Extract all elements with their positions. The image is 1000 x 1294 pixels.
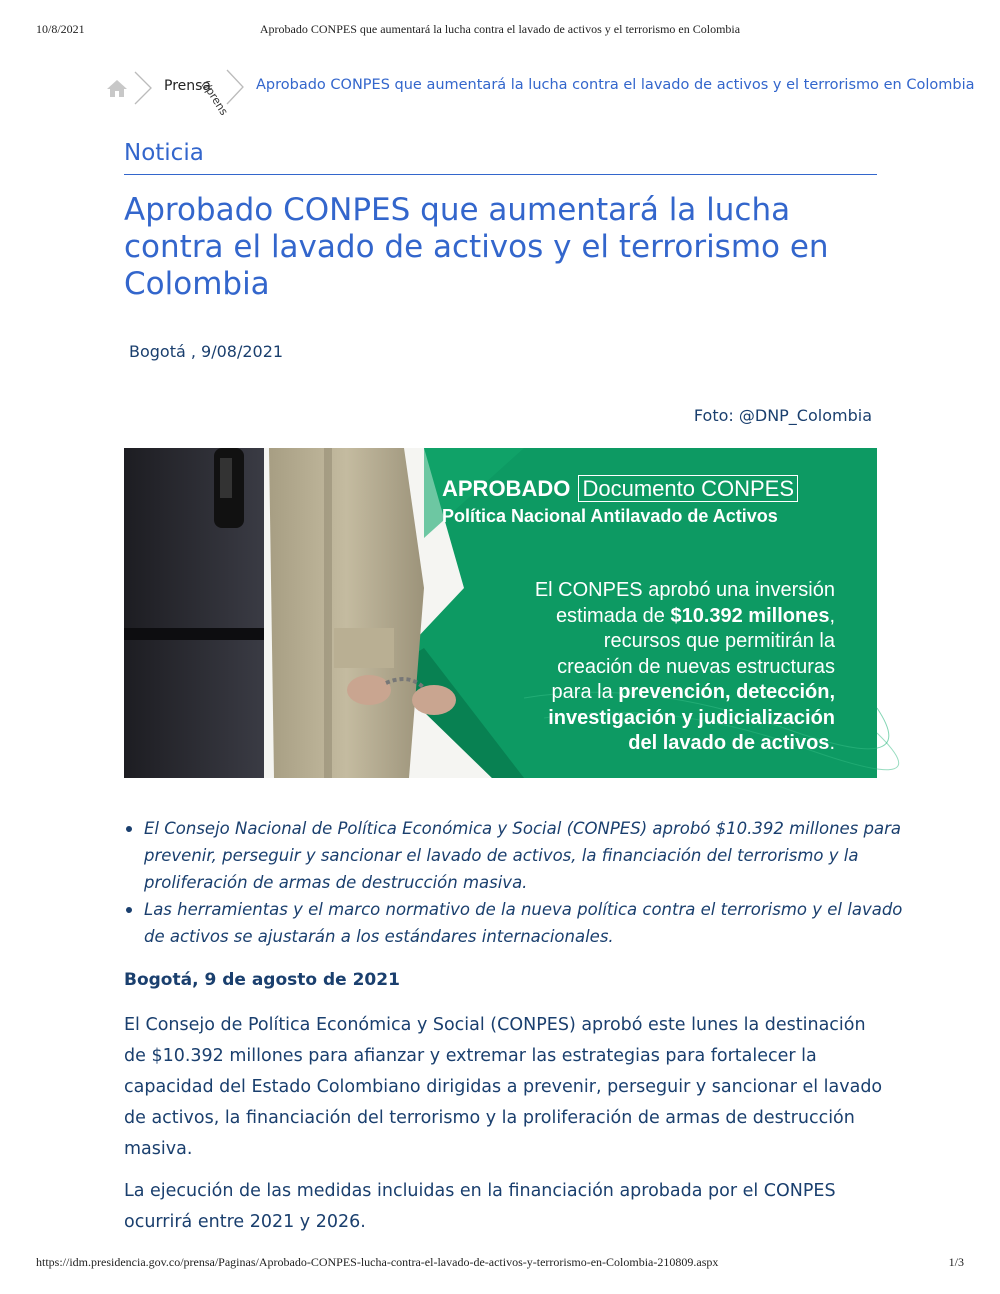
banner-heading-boxed: Documento CONPES — [578, 475, 798, 502]
article-paragraph: La ejecución de las medidas incluidas en la financiación aprobada por el CONPES ocurrirá entre 2021 y 2026. — [124, 1181, 836, 1232]
banner-text — [442, 476, 842, 528]
section-divider — [124, 174, 877, 175]
print-date: 10/8/2021 — [36, 22, 85, 36]
chevron-right-icon — [132, 70, 154, 106]
banner-line: investigación y judicialización — [548, 706, 835, 729]
article-paragraph: El Consejo de Política Económica y Social (CONPES) aprobó este lunes la destinación de $10.392 millones para afianzar y extremar las estrategias para fortalecer la capacidad del Estado Colombiano dirigidas a prevenir, perseguir y sancionar el lavado de activos, la financiación del terrorismo y la proliferación de armas de destrucción masiva. — [124, 1015, 883, 1159]
breadcrumb-item-prensa[interactable]: Prensa — [164, 78, 212, 94]
banner-heading-bold: APROBADO — [442, 476, 571, 501]
article-banner-image — [124, 448, 877, 778]
banner-line: El CONPES aprobó una inversión — [534, 579, 835, 601]
summary-list — [124, 815, 904, 950]
banner-line: recursos que permitirán la — [603, 630, 835, 652]
banner-line: para la prevención, detección, — [551, 681, 835, 703]
home-icon[interactable] — [106, 78, 128, 98]
chevron-right-icon — [224, 68, 246, 106]
banner-line: estimada de $10.392 millones, — [555, 604, 835, 627]
photo-credit: Foto: @DNP_Colombia — [693, 406, 872, 425]
print-url: https://idm.presidencia.gov.co/prensa/Paginas/Aprobado-CONPES-lucha-contra-el-lavado-de-activos-y-terrorismo-en-Colombia-210809.aspx — [36, 1255, 719, 1269]
page-number: 1/3 — [948, 1255, 964, 1269]
section-label: Noticia — [124, 140, 204, 166]
breadcrumb-path-fragment: (/prens — [198, 78, 231, 118]
banner-line: creación de nuevas estructuras — [557, 655, 835, 678]
summary-item: Las herramientas y el marco normativo de la nueva política contra el terrorismo y el lavado de activos se ajustarán a los estándares internacionales. — [144, 896, 904, 950]
article-dateline: Bogotá , 9/08/2021 — [129, 342, 284, 361]
article-place-date: Bogotá, 9 de agosto de 2021 — [124, 970, 400, 990]
breadcrumb — [104, 68, 975, 118]
banner-subheading: Política Nacional Antilavado de Activos — [442, 506, 778, 526]
banner-line: del lavado de activos. — [628, 732, 835, 754]
article-title: Aprobado CONPES que aumentará la lucha contra el lavado de activos y el terrorismo en Colombia — [124, 192, 829, 302]
banner-body — [455, 578, 835, 757]
print-title: Aprobado CONPES que aumentará la lucha contra el lavado de activos y el terrorismo en Colombia — [259, 22, 741, 36]
summary-item: El Consejo Nacional de Política Económica y Social (CONPES) aprobó $10.392 millones para prevenir, perseguir y sancionar el lavado de activos, la financiación del terrorismo y la proliferación de armas de destrucción masiva. — [144, 815, 904, 896]
breadcrumb-current[interactable]: Aprobado CONPES que aumentará la lucha contra el lavado de activos y el terrorismo en Colombia — [256, 77, 975, 93]
